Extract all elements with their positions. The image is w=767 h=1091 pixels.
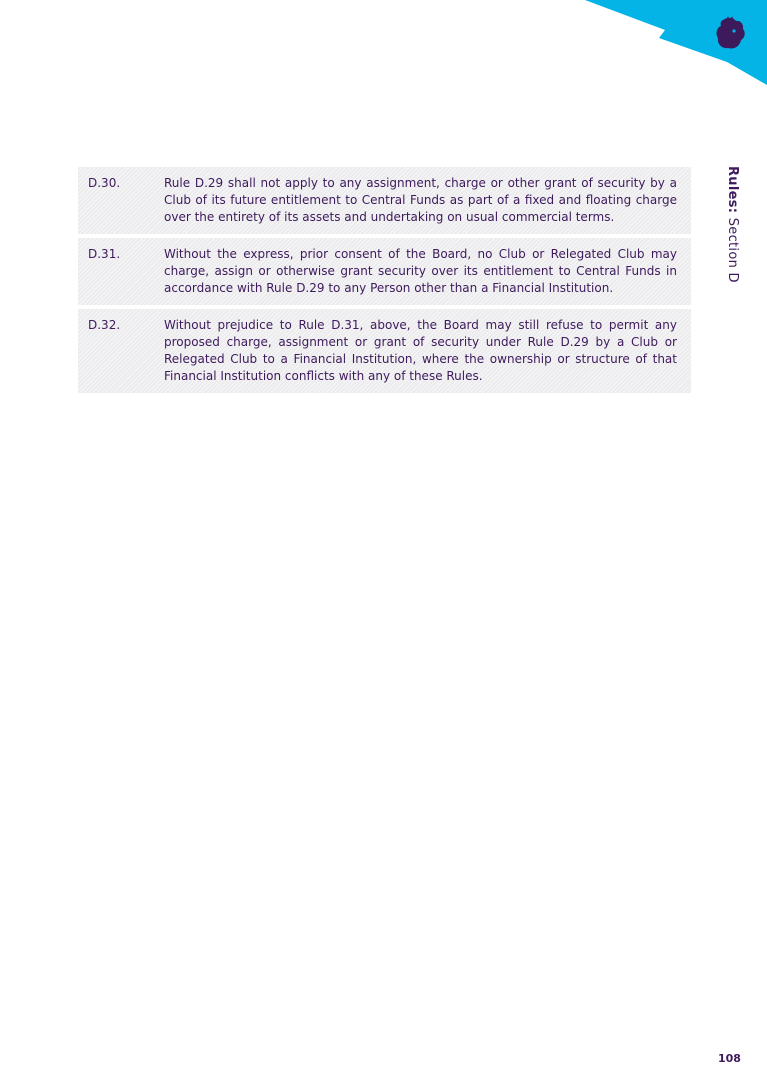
side-label-bold: Rules: [725, 166, 740, 214]
rule-row-d32 [78, 309, 691, 393]
rules-table [78, 167, 691, 397]
rule-text: Without prejudice to Rule D.31, above, the Board may still refuse to permit any proposed charge, assignment or grant of security under Rule D.29 by a Club or Relegated Club to a Financial Institution, where the ownership or structure of that Financial Institution conflicts with any of these Rules. [164, 318, 677, 383]
rule-number: D.30. [88, 176, 121, 190]
corner-banner [567, 0, 767, 100]
section-side-label [725, 166, 740, 283]
rule-text: Rule D.29 shall not apply to any assignment, charge or other grant of security by a Club of its future entitlement to Central Funds as part of a fixed and floating charge over the entirety of its assets and undertaking on usual commercial terms. [164, 176, 677, 224]
rule-number: D.31. [88, 247, 121, 261]
rule-row-d31 [78, 238, 691, 305]
rule-row-d30 [78, 167, 691, 234]
page-number: 108 [718, 1052, 741, 1065]
side-label-rest: Section D [725, 213, 740, 283]
rule-number: D.32. [88, 318, 121, 332]
rule-text: Without the express, prior consent of the Board, no Club or Relegated Club may charge, assign or otherwise grant security over its entitlement to Central Funds in accordance with Rule D.29 to any Person other than a Financial Institution. [164, 247, 677, 295]
